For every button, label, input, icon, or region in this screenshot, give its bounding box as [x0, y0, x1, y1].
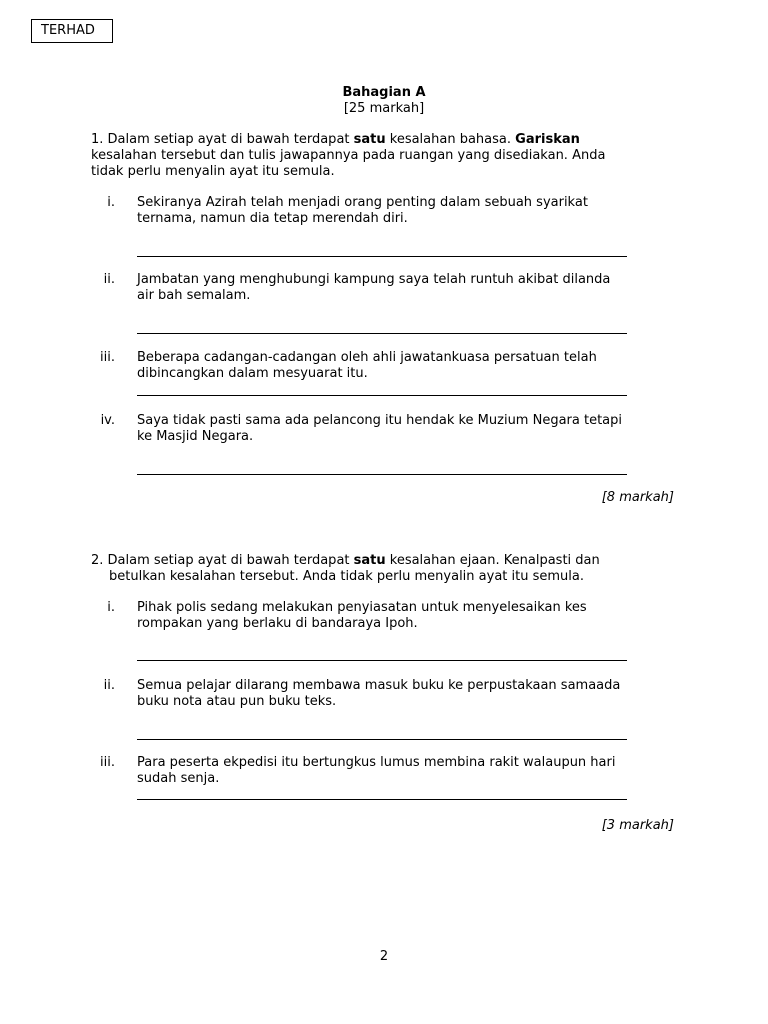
q1-marks: [8 markah] [601, 490, 674, 505]
q1-item-text: dibincangkan dalam mesyuarat itu. [137, 366, 368, 381]
q2-item-text: Para peserta ekpedisi itu bertungkus lumus membina rakit walaupun hari [137, 755, 616, 770]
q1-item-number: ii. [103, 272, 115, 287]
q1-item-number: i. [107, 195, 115, 210]
q2-intro-line2: betulkan kesalahan tersebut. Anda tidak perlu menyalin ayat itu semula. [109, 569, 584, 584]
answer-line[interactable] [137, 395, 627, 396]
q1-item-text: air bah semalam. [137, 288, 251, 303]
q2-item-number: ii. [103, 678, 115, 693]
q2-item-text: Pihak polis sedang melakukan penyiasatan untuk menyelesaikan kes [137, 600, 587, 615]
q2-item-text: sudah senja. [137, 771, 220, 786]
answer-line[interactable] [137, 256, 627, 257]
page-number: 2 [379, 949, 389, 964]
q1-item-text: Sekiranya Azirah telah menjadi orang penting dalam sebuah syarikat [137, 195, 588, 210]
q1-item-number: iv. [100, 413, 115, 428]
q1-intro-line3: tidak perlu menyalin ayat itu semula. [91, 164, 335, 179]
q1-item-number: iii. [100, 350, 115, 365]
answer-line[interactable] [137, 333, 627, 334]
q2-item-text: buku nota atau pun buku teks. [137, 694, 337, 709]
section-marks: [25 markah] [343, 101, 425, 116]
q2-marks: [3 markah] [601, 818, 674, 833]
q1-item-text: Saya tidak pasti sama ada pelancong itu hendak ke Muzium Negara tetapi [137, 413, 623, 428]
q2-item-text: Semua pelajar dilarang membawa masuk buku ke perpustakaan samaada [137, 678, 621, 693]
terhad-stamp: TERHAD [31, 19, 113, 43]
q1-item-text: Beberapa cadangan-cadangan oleh ahli jawatankuasa persatuan telah [137, 350, 597, 365]
q1-intro-line1: 1. Dalam setiap ayat di bawah terdapat satu kesalahan bahasa. Gariskan [91, 132, 580, 147]
answer-line[interactable] [137, 474, 627, 475]
answer-line[interactable] [137, 660, 627, 661]
answer-line[interactable] [137, 739, 627, 740]
q2-intro-line1: 2. Dalam setiap ayat di bawah terdapat satu kesalahan ejaan. Kenalpasti dan [91, 553, 600, 568]
q2-item-number: i. [107, 600, 115, 615]
section-title: Bahagian A [342, 85, 426, 100]
q2-item-number: iii. [100, 755, 115, 770]
q2-item-text: rompakan yang berlaku di bandaraya Ipoh. [137, 616, 418, 631]
q1-item-text: ternama, namun dia tetap merendah diri. [137, 211, 408, 226]
q1-item-text: ke Masjid Negara. [137, 429, 254, 444]
q1-item-text: Jambatan yang menghubungi kampung saya telah runtuh akibat dilanda [137, 272, 611, 287]
answer-line[interactable] [137, 799, 627, 800]
q1-intro-line2: kesalahan tersebut dan tulis jawapannya pada ruangan yang disediakan. Anda [91, 148, 606, 163]
